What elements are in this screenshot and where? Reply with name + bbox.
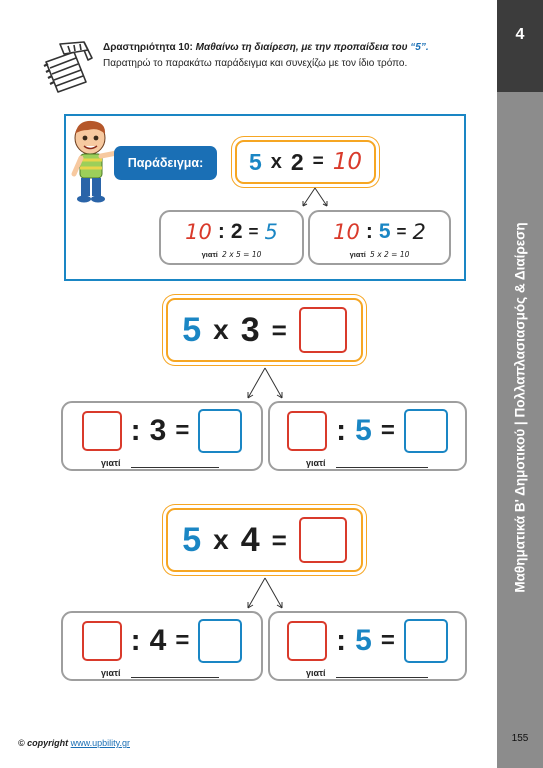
example-div2-eq: = (396, 222, 407, 241)
example-div1-result: 5 (264, 220, 278, 244)
page-number: 155 (511, 733, 529, 744)
exercise-1-product-op: x (213, 314, 229, 345)
exercise-1-division-1 (61, 401, 263, 471)
exercise-1-product-a: 5 (182, 310, 202, 349)
exercise-2-product-b: 4 (240, 520, 260, 559)
example-product-op: x (270, 150, 282, 173)
chapter-sidebar (497, 0, 543, 768)
example-div1-op: : (217, 220, 225, 243)
exercise-2-branch-arrows (240, 576, 290, 612)
exercise-2-div1-reason-line[interactable] (131, 677, 219, 678)
exercise-2-div2-quotient-answer[interactable] (404, 619, 448, 663)
example-product-box (235, 140, 376, 184)
exercise-2-product-a: 5 (182, 520, 202, 559)
notebook-tools-icon (40, 38, 96, 96)
exercise-1-div1-b: 3 (149, 414, 167, 447)
chapter-number-box (497, 0, 543, 92)
example-div1-eq: = (248, 222, 259, 241)
instruction-text: Παρατηρώ το παρακάτω παράδειγμα και συνεχίζω με τον ίδιο τρόπο. (103, 58, 408, 69)
example-div1-reason: 2 x 5 = 10 (222, 250, 262, 259)
example-div1-reason-label: γιατί (201, 250, 218, 259)
example-div2-b: 5 (378, 220, 391, 243)
exercise-2-div2-op: : (336, 624, 347, 657)
copyright-text: © copyright (18, 738, 71, 748)
example-product-a: 5 (248, 148, 262, 175)
exercise-2-product-box (166, 508, 363, 572)
exercise-2-product-op: x (213, 524, 229, 555)
copyright-link[interactable]: www.upbility.gr (70, 738, 130, 748)
example-branch-arrows (295, 186, 335, 210)
exercise-1-div2-op: : (336, 414, 347, 447)
example-div2-a: 10 (333, 220, 360, 244)
exercise-1-division-2 (268, 401, 467, 471)
example-div2-reason-label: γιατί (349, 250, 366, 259)
example-product-result: 10 (332, 149, 363, 175)
exercise-2-div1-quotient-answer[interactable] (198, 619, 242, 663)
chapter-number: 4 (515, 26, 525, 43)
activity-quote: “5”. (410, 42, 429, 53)
example-product-eq: = (312, 151, 324, 172)
example-div2-reason: 5 x 2 = 10 (370, 250, 410, 259)
exercise-1-div2-eq: = (380, 417, 395, 444)
exercise-1-product-b: 3 (240, 310, 260, 349)
exercise-1-div1-op: : (130, 414, 141, 447)
exercise-2-div2-dividend-answer[interactable] (287, 621, 327, 661)
exercise-2-product-eq: = (271, 524, 287, 555)
example-div1-b: 2 (230, 220, 243, 243)
example-div1-a: 10 (185, 220, 212, 244)
exercise-1-div1-quotient-answer[interactable] (198, 409, 242, 453)
example-division-2 (308, 210, 451, 265)
exercise-1-div2-b: 5 (355, 414, 372, 447)
exercise-1-div1-reason-label: γιατί (101, 458, 121, 468)
copyright-footer (18, 738, 130, 748)
exercise-1-div2-dividend-answer[interactable] (287, 411, 327, 451)
activity-prefix: Δραστηριότητα 10: (103, 42, 196, 53)
exercise-1-product-answer[interactable] (299, 307, 347, 353)
exercise-2-div1-dividend-answer[interactable] (82, 621, 122, 661)
example-div2-op: : (365, 220, 373, 243)
exercise-1-branch-arrows (240, 366, 290, 402)
example-division-1 (159, 210, 304, 265)
exercise-1-div1-reason-line[interactable] (131, 467, 219, 468)
exercise-2-div1-b: 4 (149, 624, 167, 657)
exercise-1-div2-reason-label: γιατί (306, 458, 326, 468)
exercise-1-div1-eq: = (175, 417, 190, 444)
example-div2-result: 2 (412, 220, 426, 244)
exercise-2-division-2 (268, 611, 467, 681)
activity-title (103, 42, 429, 53)
exercise-2-division-1 (61, 611, 263, 681)
example-product-b: 2 (290, 148, 304, 175)
exercise-2-div1-reason-label: γιατί (101, 668, 121, 678)
exercise-1-div2-reason-line[interactable] (336, 467, 428, 468)
exercise-2-div2-b: 5 (355, 624, 372, 657)
exercise-1-div2-quotient-answer[interactable] (404, 409, 448, 453)
sidebar-title: Μαθηματικά Β' Δημοτικού | Πολλαπλασιασμός & Διαίρεση (512, 222, 528, 593)
exercise-2-div1-op: : (130, 624, 141, 657)
exercise-2-div2-reason-line[interactable] (336, 677, 428, 678)
exercise-1-product-box (166, 298, 363, 362)
exercise-2-div1-eq: = (175, 627, 190, 654)
exercise-1-div1-dividend-answer[interactable] (82, 411, 122, 451)
exercise-2-div2-eq: = (380, 627, 395, 654)
example-badge: Παράδειγμα: (114, 146, 217, 180)
exercise-2-product-answer[interactable] (299, 517, 347, 563)
exercise-2-div2-reason-label: γιατί (306, 668, 326, 678)
exercise-1-product-eq: = (271, 314, 287, 345)
activity-text: Μαθαίνω τη διαίρεση, με την προπαίδεια του (195, 42, 411, 53)
